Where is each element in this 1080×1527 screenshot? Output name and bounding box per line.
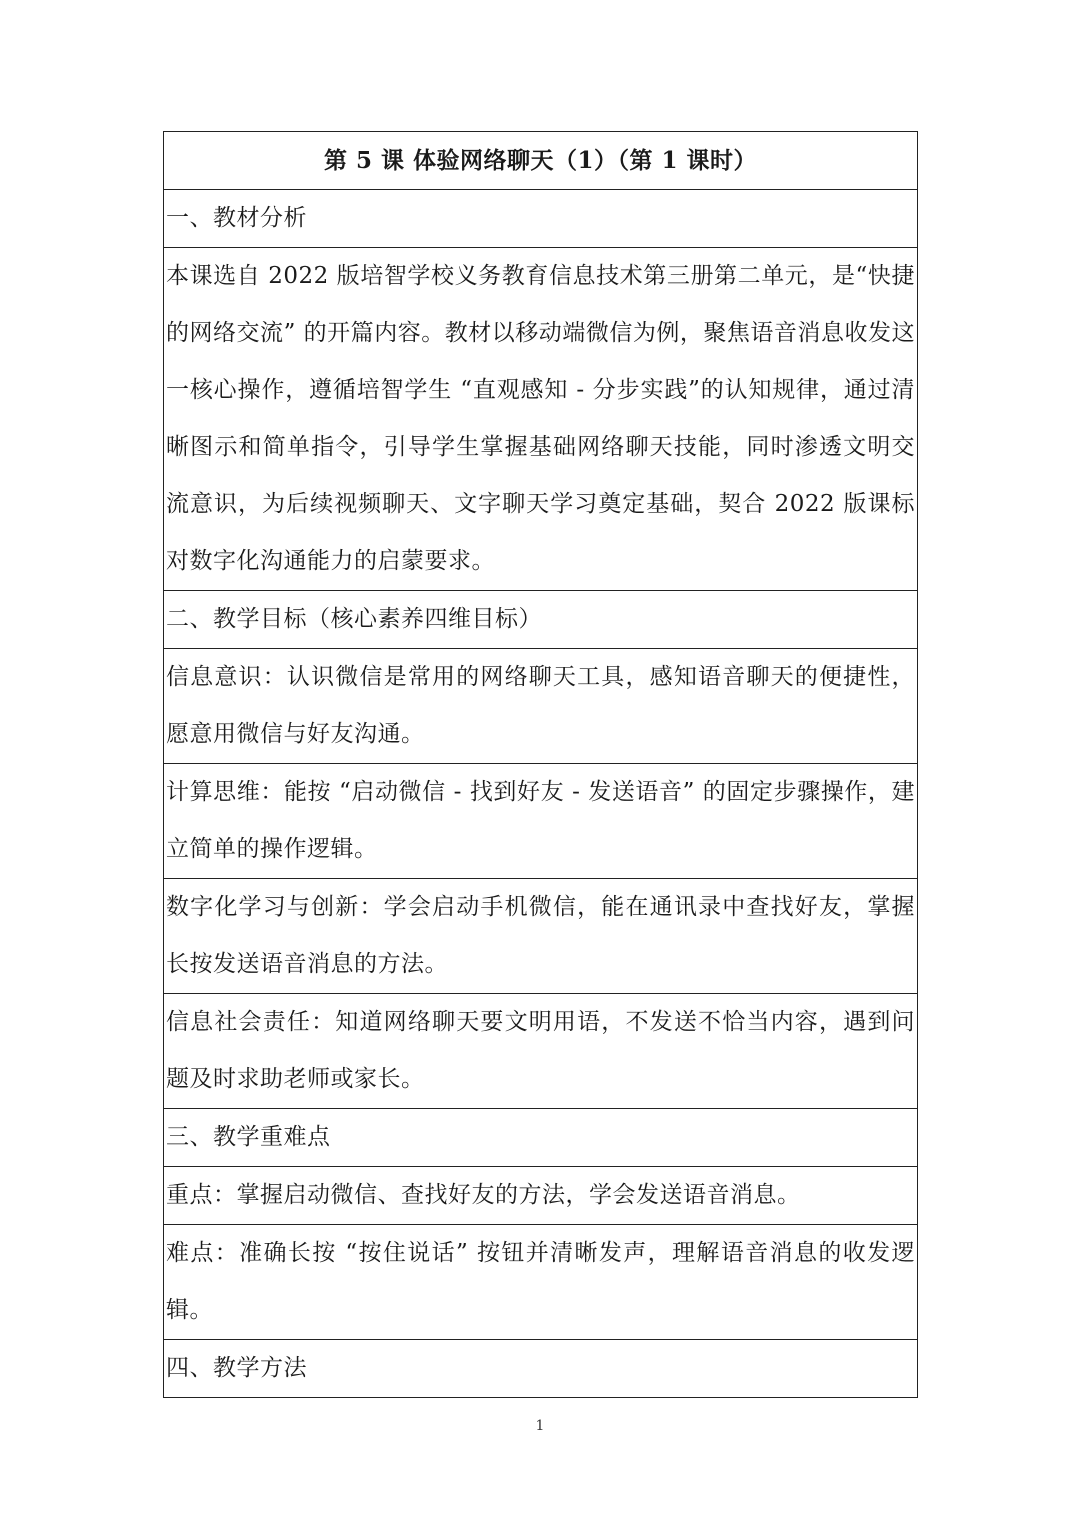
goal-computational-thinking: 计算思维：能按 “启动微信 - 找到好友 - 发送语音” 的固定步骤操作，建立简单的操作逻辑。: [164, 764, 918, 879]
goal-social-responsibility: 信息社会责任：知道网络聊天要文明用语，不发送不恰当内容，遇到问题及时求助老师或家长。: [164, 994, 918, 1109]
section-heading-analysis: 一、教材分析: [164, 190, 918, 248]
lesson-title: 第 5 课 体验网络聊天（1）（第 1 课时）: [164, 132, 918, 190]
table-row: [164, 879, 918, 994]
section-heading-key-points: 三、教学重难点: [164, 1109, 918, 1167]
table-row: [164, 248, 918, 591]
table-row: [164, 994, 918, 1109]
table-row: [164, 764, 918, 879]
table-row: [164, 190, 918, 248]
table-row: [164, 649, 918, 764]
goal-information-awareness: 信息意识：认识微信是常用的网络聊天工具，感知语音聊天的便捷性，愿意用微信与好友沟通。: [164, 649, 918, 764]
difficulty-text: 难点：准确长按 “按住说话” 按钮并清晰发声，理解语音消息的收发逻辑。: [164, 1225, 918, 1340]
section-heading-goals: 二、教学目标（核心素养四维目标）: [164, 591, 918, 649]
table-row: [164, 1167, 918, 1225]
table-row: [164, 591, 918, 649]
page-number: 1: [535, 1418, 545, 1434]
goal-digital-learning: 数字化学习与创新：学会启动手机微信，能在通讯录中查找好友，掌握长按发送语音消息的方法。: [164, 879, 918, 994]
analysis-paragraph: 本课选自 2022 版培智学校义务教育信息技术第三册第二单元，是“快捷的网络交流” 的开篇内容。教材以移动端微信为例，聚焦语音消息收发这一核心操作，遵循培智学生 “直观感知 - 分步实践”的认知规律，通过清晰图示和简单指令，引导学生掌握基础网络聊天技能，同时渗透文明交流意识，为后续视频聊天、文字聊天学习奠定基础，契合 2022 版课标对数字化沟通能力的启蒙要求。: [164, 248, 918, 591]
table-row: [164, 1225, 918, 1340]
section-heading-methods: 四、教学方法: [164, 1340, 918, 1398]
key-point-text: 重点：掌握启动微信、查找好友的方法，学会发送语音消息。: [164, 1167, 918, 1225]
table-row: [164, 1340, 918, 1398]
table-row: [164, 132, 918, 190]
table-row: [164, 1109, 918, 1167]
lesson-plan-table: [163, 131, 918, 1398]
